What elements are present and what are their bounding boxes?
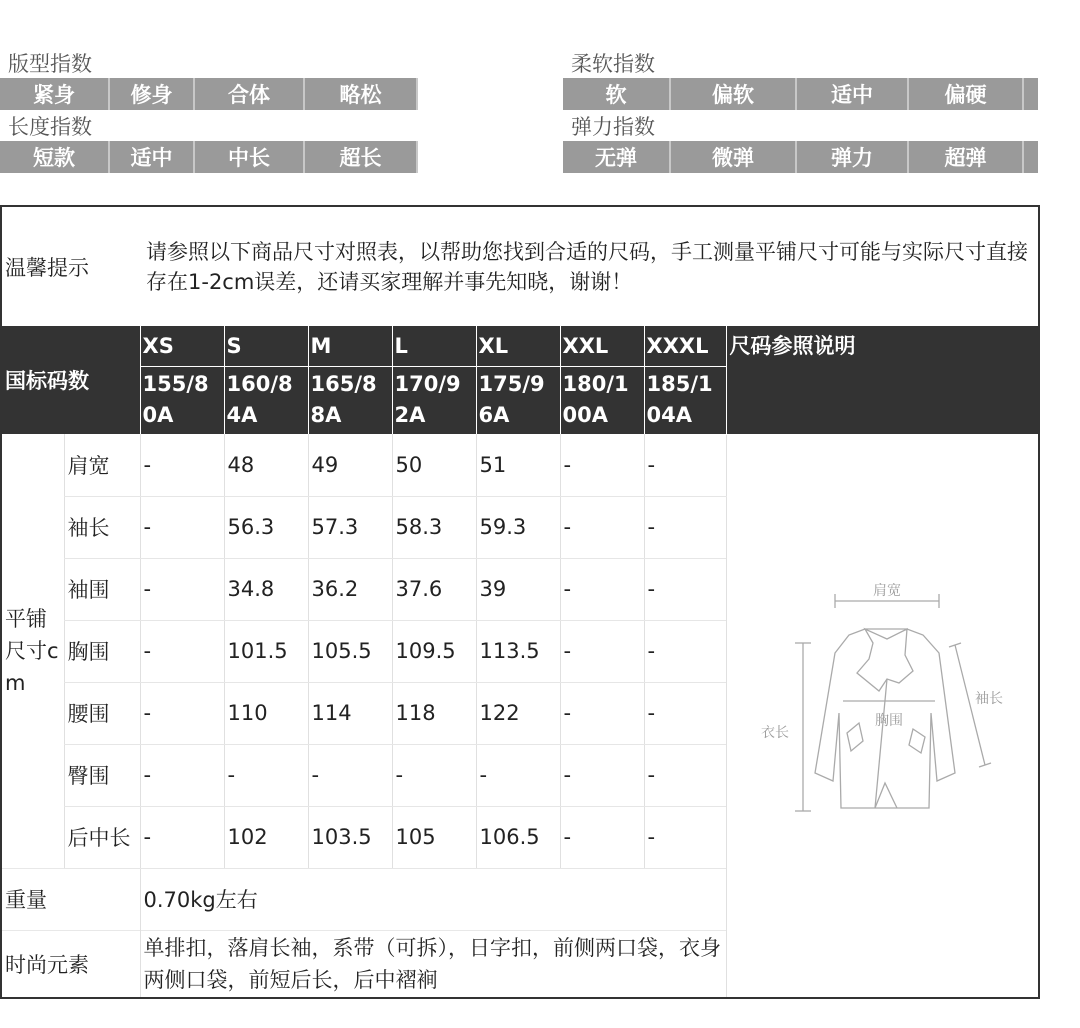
- measure-name: 后中长: [64, 806, 140, 868]
- measure-value: 105: [392, 806, 476, 868]
- size-letter: XS: [140, 326, 224, 366]
- size-code: 185/104A: [644, 366, 726, 434]
- measure-value: -: [644, 806, 726, 868]
- measure-value: -: [140, 558, 224, 620]
- flat-size-label: 平铺尺寸cm: [1, 434, 64, 868]
- elasticity-option-selected: 微弹: [671, 141, 797, 173]
- measure-value: -: [140, 682, 224, 744]
- measure-value: 49: [308, 434, 392, 496]
- measure-value: -: [644, 682, 726, 744]
- shoulder-label: 肩宽: [873, 583, 902, 600]
- measure-name: 胸围: [64, 620, 140, 682]
- measure-value: 122: [476, 682, 560, 744]
- measure-value: 110: [224, 682, 308, 744]
- measure-value: -: [140, 806, 224, 868]
- measure-value: 34.8: [224, 558, 308, 620]
- size-code: 170/92A: [392, 366, 476, 434]
- measure-value: -: [560, 620, 644, 682]
- sleeve-label: 袖长: [975, 691, 1004, 708]
- elasticity-option: 无弹: [563, 141, 671, 173]
- size-letter: S: [224, 326, 308, 366]
- measure-value: -: [140, 744, 224, 806]
- fashion-value: 单排扣，落肩长袖，系带（可拆），日字扣，前侧两口袋，衣身两侧口袋，前短后长，后中褶裥: [140, 930, 726, 998]
- coat-measurement-diagram: [757, 583, 1007, 843]
- measure-name: 袖长: [64, 496, 140, 558]
- measure-value: -: [224, 744, 308, 806]
- size-code: 155/80A: [140, 366, 224, 434]
- softness-option-selected: 偏软: [671, 78, 797, 110]
- softness-option: 偏硬: [909, 78, 1024, 110]
- measure-value: -: [392, 744, 476, 806]
- measure-name: 肩宽: [64, 434, 140, 496]
- tip-text: 请参照以下商品尺寸对照表，以帮助您找到合适的尺码，手工测量平铺尺寸可能与实际尺寸直接存在1-2cm误差，还请买家理解并事先知晓，谢谢！: [140, 206, 1039, 326]
- softness-option: 软: [563, 78, 671, 110]
- length-index-title: 长度指数: [8, 115, 92, 139]
- measure-value: -: [140, 496, 224, 558]
- measure-value: 106.5: [476, 806, 560, 868]
- measure-value: 51: [476, 434, 560, 496]
- measure-value: -: [560, 496, 644, 558]
- measure-name: 腰围: [64, 682, 140, 744]
- size-letter: XXXL: [644, 326, 726, 366]
- length-option-selected: 中长: [195, 141, 305, 173]
- coat-diagram-cell: [726, 434, 1039, 998]
- measure-value: 105.5: [308, 620, 392, 682]
- measure-value: 37.6: [392, 558, 476, 620]
- measure-value: 57.3: [308, 496, 392, 558]
- chest-label: 胸围: [875, 713, 904, 730]
- measure-value: -: [644, 558, 726, 620]
- size-letter: M: [308, 326, 392, 366]
- measure-value: -: [560, 806, 644, 868]
- measure-value: -: [308, 744, 392, 806]
- measure-value: -: [560, 682, 644, 744]
- measure-value: -: [644, 744, 726, 806]
- measure-value: 50: [392, 434, 476, 496]
- measure-value: 48: [224, 434, 308, 496]
- fit-index-title: 版型指数: [8, 52, 92, 76]
- measure-value: 118: [392, 682, 476, 744]
- size-table: [0, 205, 1040, 999]
- measure-value: -: [644, 496, 726, 558]
- fit-option: 修身: [110, 78, 195, 110]
- length-option: 超长: [305, 141, 418, 173]
- weight-value: 0.70kg左右: [140, 868, 726, 930]
- measure-value: 58.3: [392, 496, 476, 558]
- measure-value: 56.3: [224, 496, 308, 558]
- measure-value: 36.2: [308, 558, 392, 620]
- measure-value: -: [560, 434, 644, 496]
- size-letter: XXL: [560, 326, 644, 366]
- fashion-label: 时尚元素: [1, 930, 140, 998]
- length-option: 短款: [0, 141, 110, 173]
- size-code: 180/100A: [560, 366, 644, 434]
- softness-index-bar: [563, 78, 1038, 110]
- fit-option: 合体: [195, 78, 305, 110]
- measure-value: -: [140, 620, 224, 682]
- size-letter: L: [392, 326, 476, 366]
- elasticity-index-title: 弹力指数: [571, 115, 655, 139]
- measure-value: -: [644, 434, 726, 496]
- measure-value: 102: [224, 806, 308, 868]
- fit-index-bar: [0, 78, 418, 110]
- length-option: 适中: [110, 141, 195, 173]
- length-label: 衣长: [761, 725, 790, 742]
- weight-label: 重量: [1, 868, 140, 930]
- national-size-label: 国标码数: [1, 326, 140, 434]
- measure-value: 114: [308, 682, 392, 744]
- fit-option: 紧身: [0, 78, 110, 110]
- softness-option: 适中: [797, 78, 909, 110]
- measure-value: 109.5: [392, 620, 476, 682]
- measure-value: 39: [476, 558, 560, 620]
- measure-name: 臀围: [64, 744, 140, 806]
- size-code: 165/88A: [308, 366, 392, 434]
- length-index-bar: [0, 141, 418, 173]
- measure-value: -: [140, 434, 224, 496]
- size-reference-label: 尺码参照说明: [726, 326, 1039, 434]
- measure-value: 103.5: [308, 806, 392, 868]
- size-code: 160/84A: [224, 366, 308, 434]
- measure-value: -: [476, 744, 560, 806]
- measure-value: 101.5: [224, 620, 308, 682]
- tip-label: 温馨提示: [1, 206, 140, 326]
- elasticity-index-bar: [563, 141, 1038, 173]
- measure-value: -: [644, 620, 726, 682]
- measure-value: -: [560, 558, 644, 620]
- fit-option-selected: 略松: [305, 78, 418, 110]
- measure-value: -: [560, 744, 644, 806]
- measure-name: 袖围: [64, 558, 140, 620]
- measure-value: 113.5: [476, 620, 560, 682]
- size-letter: XL: [476, 326, 560, 366]
- measure-value: 59.3: [476, 496, 560, 558]
- size-code: 175/96A: [476, 366, 560, 434]
- elasticity-option: 超弹: [909, 141, 1024, 173]
- elasticity-option: 弹力: [797, 141, 909, 173]
- softness-index-title: 柔软指数: [571, 52, 655, 76]
